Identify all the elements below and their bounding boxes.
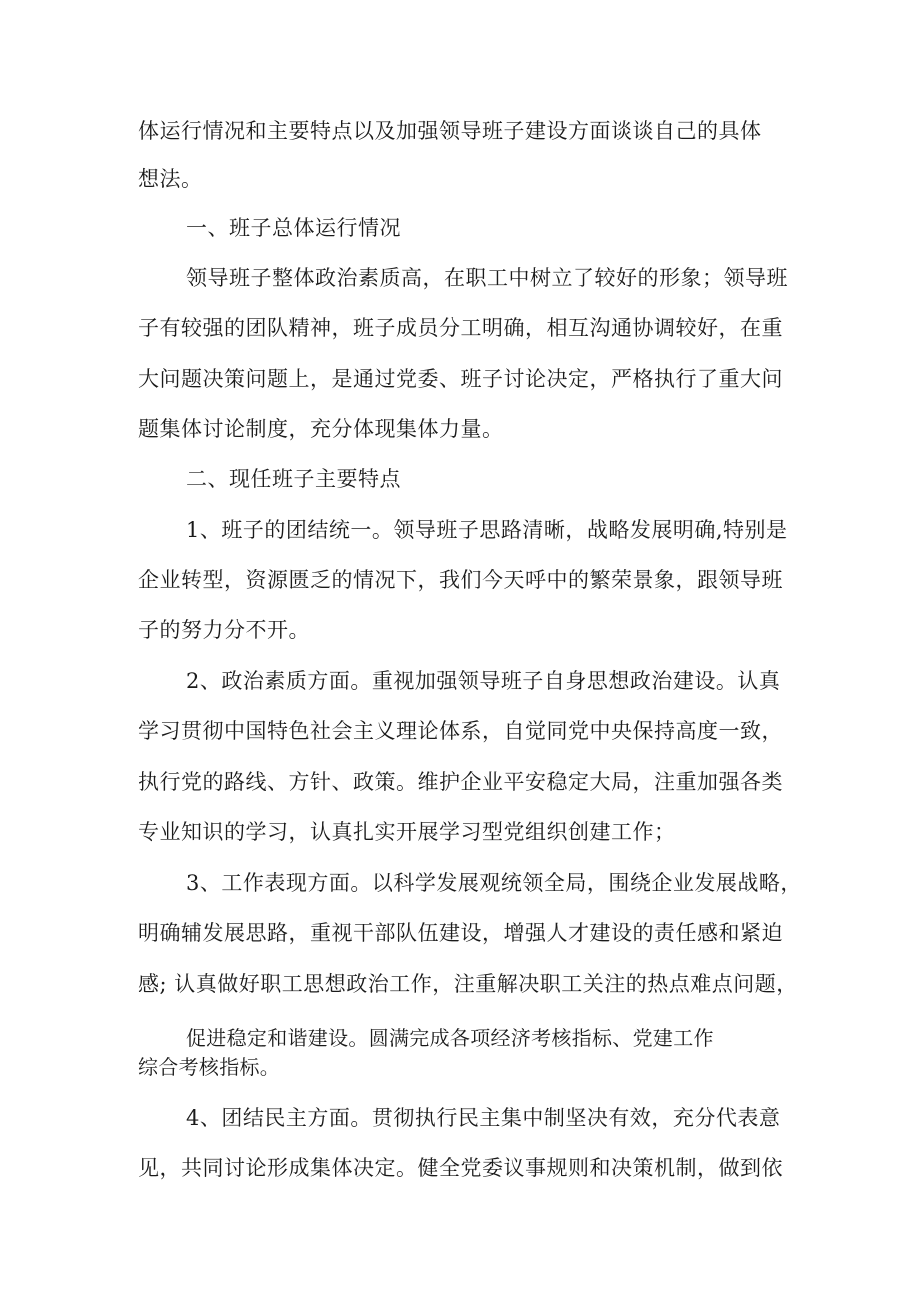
text-line: 子有较强的团队精神，班子成员分工明确，相互沟通协调较好，在重 (138, 316, 783, 340)
text-line: 企业转型，资源匮乏的情况下，我们今天呼中的繁荣景象，跟领导班 (138, 568, 783, 592)
text-line: 2、政治素质方面。重视加强领导班子自身思想政治建设。认真 (186, 669, 781, 693)
text-line: 想法。 (138, 167, 203, 191)
section-heading: 二、现任班子主要特点 (186, 467, 401, 491)
text-line: 促进稳定和谐建设。圆满完成各项经济考核指标、党建工作 (186, 1026, 714, 1050)
text-line: 学习贯彻中国特色社会主义理论体系，自觉同党中央保持高度一致， (138, 719, 783, 743)
text-line: 专业知识的学习，认真扎实开展学习型党组织创建工作； (138, 820, 676, 844)
text-line: 子的努力分不开。 (138, 618, 310, 642)
text-line: 体运行情况和主要特点以及加强领导班子建设方面谈谈自己的具体 (138, 119, 762, 143)
text-line: 1、班子的团结统一。领导班子思路清晰，战略发展明确,特别是 (186, 518, 788, 542)
text-line: 综合考核指标。 (138, 1055, 281, 1079)
text-line: 感; 认真做好职工思想政治工作，注重解决职工关注的热点难点问题， (138, 972, 798, 996)
section-heading: 一、班子总体运行情况 (186, 216, 401, 240)
text-line: 领导班子整体政治素质高，在职工中树立了较好的形象；领导班 (186, 266, 788, 290)
text-line: 执行党的路线、方针、政策。维护企业平安稳定大局，注重加强各类 (138, 770, 783, 794)
text-line: 见，共同讨论形成集体决定。健全党委议事规则和决策机制，做到依 (138, 1156, 783, 1180)
text-line: 3、工作表现方面。以科学发展观统领全局，围绕企业发展战略， (186, 871, 802, 895)
text-line: 题集体讨论制度，充分体现集体力量。 (138, 417, 504, 441)
text-line: 明确辅发展思路，重视干部队伍建设，增强人才建设的责任感和紧迫 (138, 921, 783, 945)
text-line: 大问题决策问题上，是通过党委、班子讨论决定，严格执行了重大问 (138, 367, 783, 391)
text-line: 4、团结民主方面。贯彻执行民主集中制坚决有效，充分代表意 (186, 1106, 781, 1130)
